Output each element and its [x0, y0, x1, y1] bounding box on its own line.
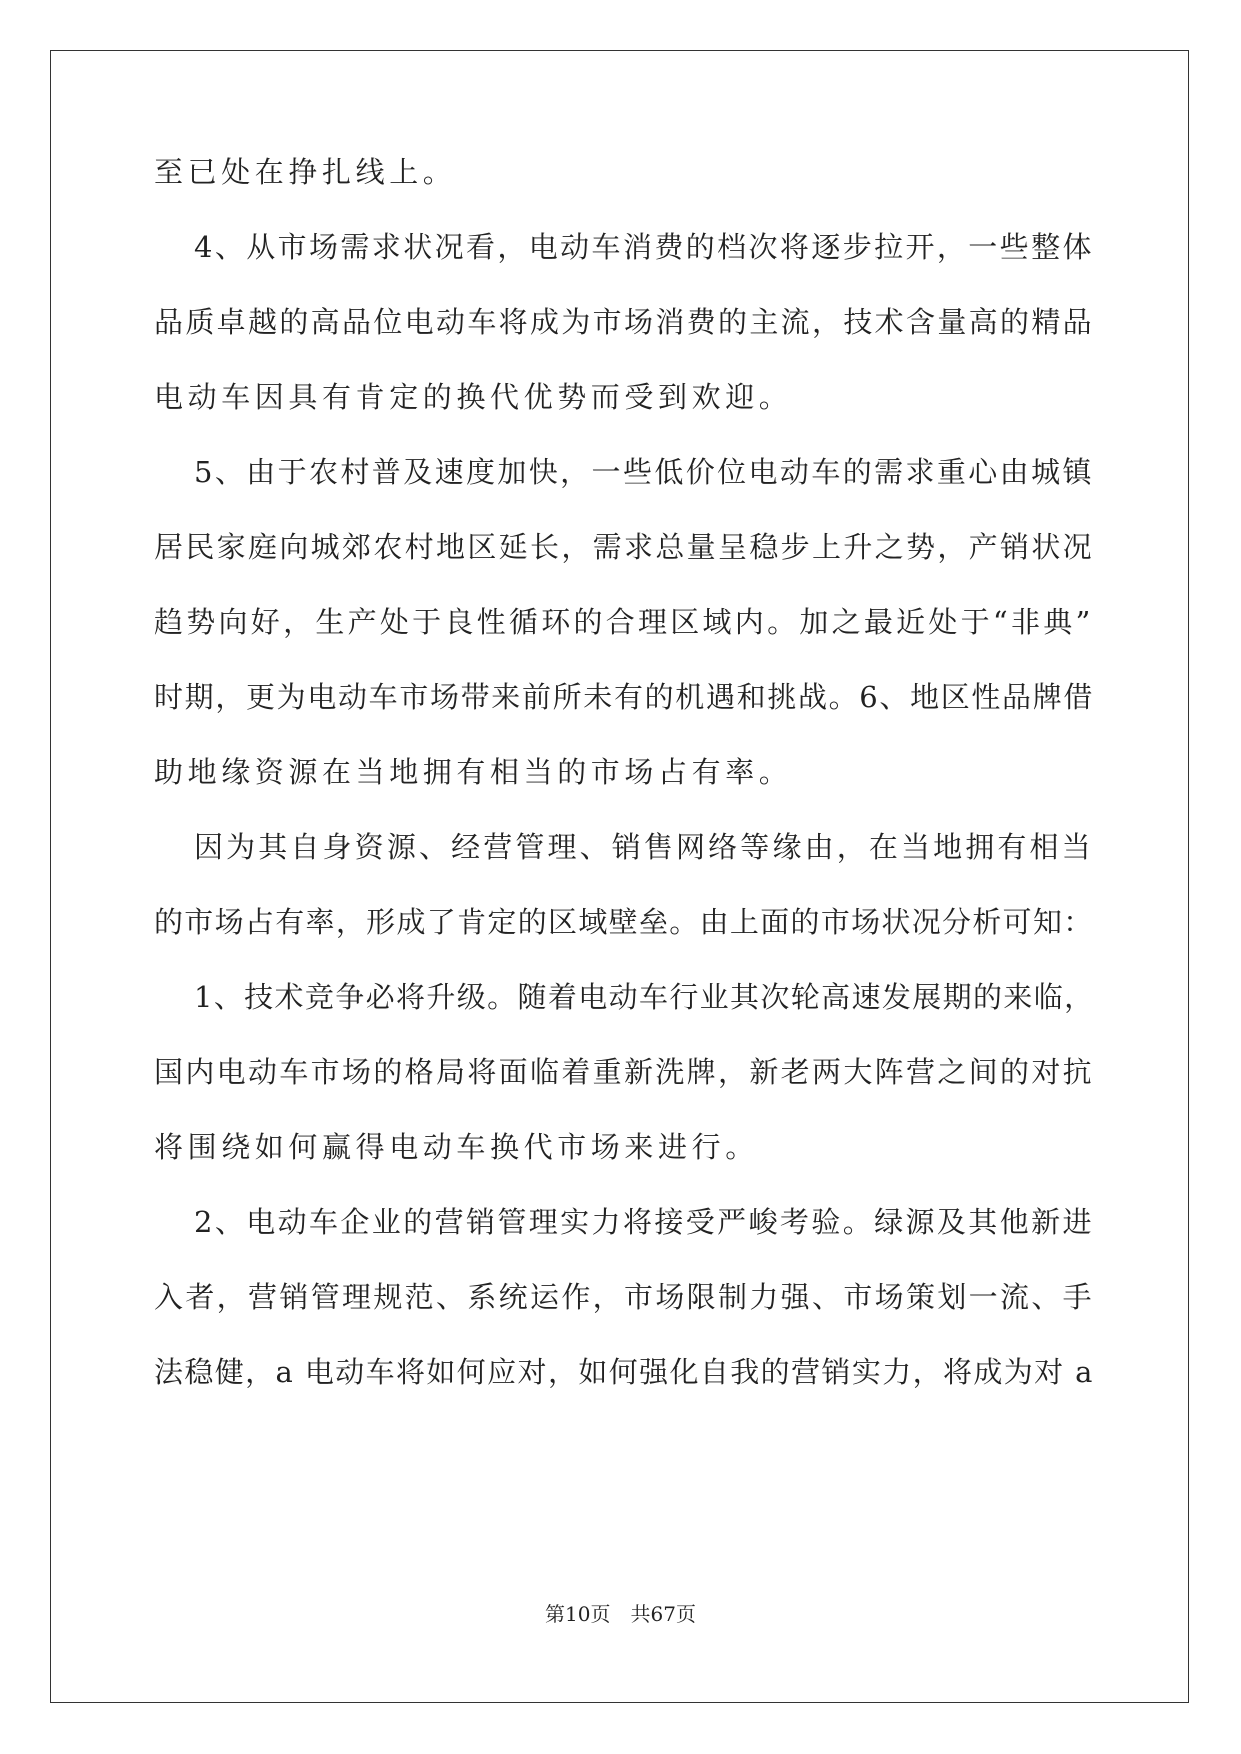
text-line: 入者，营销管理规范、系统运作，市场限制力强、市场策划一流、手 — [154, 1280, 1095, 1314]
text-line: 时期，更为电动车市场带来前所未有的机遇和挑战。6、地区性品牌借 — [154, 680, 1095, 714]
paragraph-first-line: 1、技术竞争必将升级。随着电动车行业其次轮高速发展期的来临， — [194, 980, 1095, 1014]
paragraph-first-line: 5、由于农村普及速度加快，一些低价位电动车的需求重心由城镇 — [194, 455, 1094, 489]
text-line: 国内电动车市场的格局将面临着重新洗牌，新老两大阵营之间的对抗 — [154, 1055, 1095, 1089]
text-line: 的市场占有率，形成了肯定的区域壁垒。由上面的市场状况分析可知： — [154, 905, 1094, 939]
paragraph-first-line: 4、从市场需求状况看，电动车消费的档次将逐步拉开，一些整体 — [194, 230, 1094, 264]
text-line: 电动车因具有肯定的换代优势而受到欢迎。 — [154, 380, 793, 414]
text-line: 居民家庭向城郊农村地区延长，需求总量呈稳步上升之势，产销状况 — [154, 530, 1095, 564]
text-line: 法稳健，a 电动车将如何应对，如何强化自我的营销实力，将成为对 a — [154, 1355, 1094, 1389]
text-line: 品质卓越的高品位电动车将成为市场消费的主流，技术含量高的精品 — [154, 305, 1095, 339]
text-line: 助地缘资源在当地拥有相当的市场占有率。 — [154, 755, 793, 789]
page-border — [50, 50, 1189, 1703]
text-line: 至已处在挣扎线上。 — [154, 155, 457, 189]
paragraph-first-line: 因为其自身资源、经营管理、销售网络等缘由，在当地拥有相当 — [194, 830, 1094, 864]
text-line: 将围绕如何赢得电动车换代市场来进行。 — [154, 1130, 759, 1164]
paragraph-first-line: 2、电动车企业的营销管理实力将接受严峻考验。绿源及其他新进 — [194, 1205, 1094, 1239]
page-number-footer: 第10页 共67页 — [545, 1602, 696, 1626]
text-line: 趋势向好，生产处于良性循环的合理区域内。加之最近处于“非典” — [154, 605, 1094, 639]
